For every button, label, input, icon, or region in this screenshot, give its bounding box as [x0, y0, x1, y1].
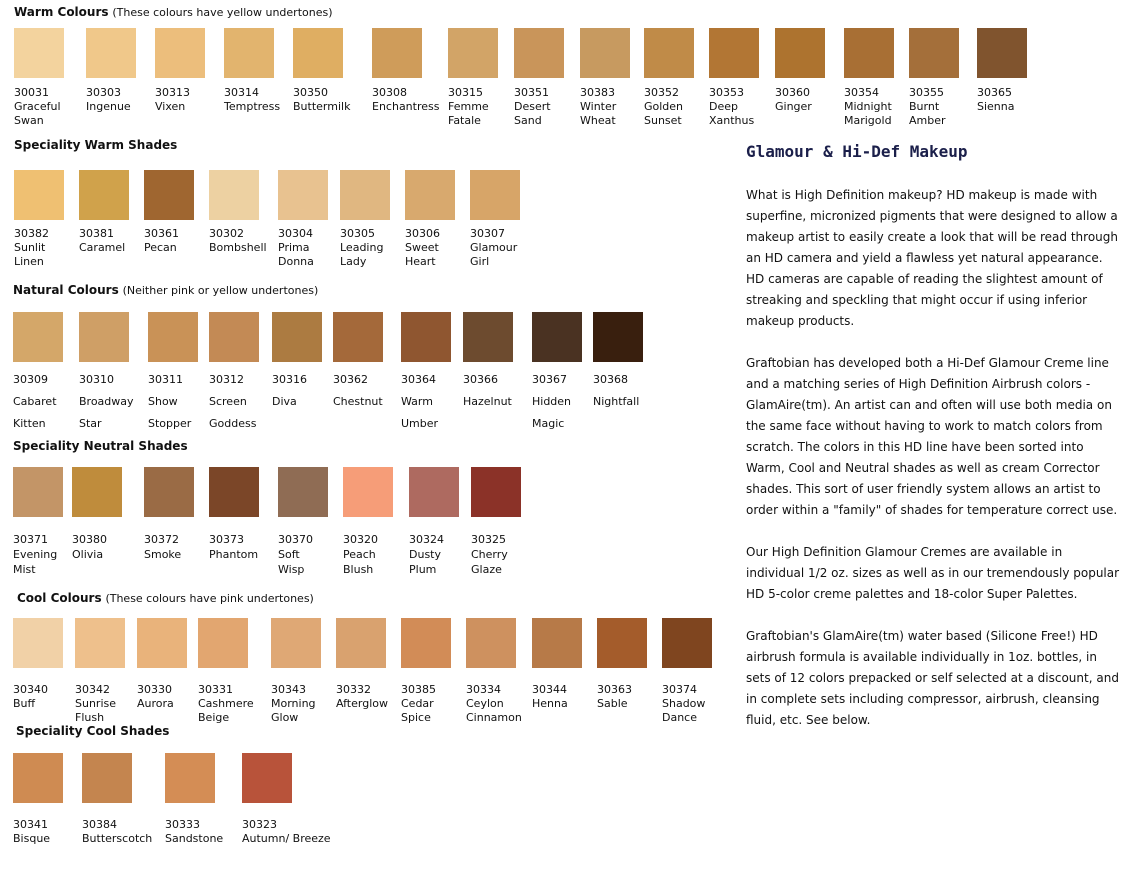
- shade-name: Sienna: [977, 100, 1015, 113]
- shade-name: Sweet: [405, 241, 439, 254]
- shade-name: Aurora: [137, 697, 174, 710]
- shade-name: Warm: [401, 395, 433, 408]
- color-chip: [79, 312, 129, 362]
- shade-code: 30374: [662, 683, 697, 696]
- shade-name: Show: [148, 395, 178, 408]
- swatch-label: [224, 86, 280, 114]
- shade-name: Cherry: [471, 548, 508, 561]
- shade-name: Linen: [14, 255, 44, 268]
- swatch-label: [471, 532, 508, 577]
- shade-name: Peach: [343, 548, 376, 561]
- shade-code: 30323: [242, 818, 277, 831]
- shade-code: 30365: [977, 86, 1012, 99]
- section-title: Warm Colours: [14, 5, 109, 19]
- shade-name: Buttermilk: [293, 100, 351, 113]
- shade-code: 30312: [209, 373, 244, 386]
- color-chip: [401, 312, 451, 362]
- swatch-label: [13, 818, 50, 846]
- color-chip: [13, 467, 63, 517]
- sidebar: [746, 140, 1124, 752]
- shade-name: Spice: [401, 711, 431, 724]
- shade-name: Diva: [272, 395, 297, 408]
- swatch-label: [144, 227, 179, 255]
- color-chip: [165, 753, 215, 803]
- swatch-label: [14, 86, 61, 128]
- section-subtitle: (Neither pink or yellow undertones): [122, 284, 319, 297]
- shade-code: 30351: [514, 86, 549, 99]
- shade-code: 30306: [405, 227, 440, 240]
- shade-code: 30354: [844, 86, 879, 99]
- color-chip: [336, 618, 386, 668]
- color-chip: [198, 618, 248, 668]
- swatch-label: [580, 86, 616, 128]
- shade-code: 30325: [471, 533, 506, 546]
- shade-name: Glow: [271, 711, 299, 724]
- color-chip: [271, 618, 321, 668]
- shade-name: Ginger: [775, 100, 812, 113]
- swatch-label: [79, 369, 134, 435]
- swatch-label: [333, 369, 383, 413]
- swatch-label: [343, 532, 378, 577]
- shade-name: Sable: [597, 697, 628, 710]
- swatch-label: [775, 86, 812, 114]
- color-chip: [278, 170, 328, 220]
- shade-code: 30360: [775, 86, 810, 99]
- shade-code: 30302: [209, 227, 244, 240]
- color-chip: [278, 467, 328, 517]
- color-chip: [532, 618, 582, 668]
- shade-code: 30311: [148, 373, 183, 386]
- shade-code: 30381: [79, 227, 114, 240]
- swatch-label: [278, 532, 313, 577]
- section-title: Natural Colours: [13, 283, 119, 297]
- shade-code: 30341: [13, 818, 48, 831]
- color-chip: [709, 28, 759, 78]
- shade-name: Afterglow: [336, 697, 388, 710]
- shade-name: Screen: [209, 395, 247, 408]
- shade-name: Temptress: [224, 100, 281, 113]
- swatch-label: [272, 369, 307, 413]
- color-chip: [580, 28, 630, 78]
- color-chip: [272, 312, 322, 362]
- shade-name: Goddess: [209, 417, 257, 430]
- shade-code: 30303: [86, 86, 121, 99]
- shade-name: Dance: [662, 711, 697, 724]
- color-chip: [401, 618, 451, 668]
- swatch-label: [72, 532, 107, 562]
- color-chip: [662, 618, 712, 668]
- shade-code: 30361: [144, 227, 179, 240]
- swatch-label: [293, 86, 350, 114]
- shade-code: 30305: [340, 227, 375, 240]
- shade-code: 30364: [401, 373, 436, 386]
- shade-name: Girl: [470, 255, 490, 268]
- shade-code: 30344: [532, 683, 567, 696]
- color-chip: [448, 28, 498, 78]
- color-chip: [514, 28, 564, 78]
- color-chip: [242, 753, 292, 803]
- shade-name: Golden: [644, 100, 684, 113]
- color-chip: [532, 312, 582, 362]
- shade-name: Hazelnut: [463, 395, 512, 408]
- shade-name: Cinnamon: [466, 711, 522, 724]
- shade-name: Prima: [278, 241, 310, 254]
- shade-name: Heart: [405, 255, 436, 268]
- shade-code: 30370: [278, 533, 313, 546]
- shade-code: 30309: [13, 373, 48, 386]
- shade-name: Beige: [198, 711, 230, 724]
- shade-name: Cedar: [401, 697, 434, 710]
- shade-code: 30342: [75, 683, 110, 696]
- color-chip: [144, 170, 194, 220]
- shade-code: 30362: [333, 373, 368, 386]
- shade-name: Glamour: [470, 241, 518, 254]
- sidebar-title: Glamour & Hi-Def Makeup: [746, 142, 968, 161]
- shade-code: 30353: [709, 86, 744, 99]
- color-chip: [293, 28, 343, 78]
- shade-name: Graceful: [14, 100, 61, 113]
- shade-name: Leading: [340, 241, 384, 254]
- color-chip: [909, 28, 959, 78]
- shade-code: 30382: [14, 227, 49, 240]
- color-chip: [75, 618, 125, 668]
- shade-name: Magic: [532, 417, 565, 430]
- swatch-label: [209, 227, 267, 255]
- shade-name: Dusty: [409, 548, 441, 561]
- shade-code: 30308: [372, 86, 407, 99]
- shade-code: 30324: [409, 533, 444, 546]
- color-chip: [137, 618, 187, 668]
- color-chip: [470, 170, 520, 220]
- shade-name: Soft: [278, 548, 300, 561]
- shade-code: 30334: [466, 683, 501, 696]
- shade-name: Xanthus: [709, 114, 755, 127]
- shade-code: 30383: [580, 86, 615, 99]
- sidebar-paragraph: What is High Definition makeup? HD makeup is made with superfine, micronized pigments that were designed to allow a makeup artist to easily create a look that will be read through an HD camera and yield a flawless yet natural appearance. HD cameras are capable of reading the slightest amount of streaking and speckling that might occur if using inferior makeup products.: [746, 188, 1118, 328]
- shade-code: 30307: [470, 227, 505, 240]
- heading-speciality-neutral: [13, 439, 188, 453]
- shade-name: Umber: [401, 417, 439, 430]
- heading-natural-colours: [13, 283, 318, 297]
- shade-code: 30330: [137, 683, 172, 696]
- color-chip: [209, 170, 259, 220]
- color-chip: [13, 753, 63, 803]
- swatch-label: [409, 532, 444, 577]
- color-chip: [343, 467, 393, 517]
- shade-name: Blush: [343, 563, 374, 576]
- color-chip: [13, 618, 63, 668]
- shade-name: Butterscotch: [82, 832, 153, 845]
- swatch-label: [79, 227, 125, 255]
- shade-code: 30031: [14, 86, 49, 99]
- shade-code: 30333: [165, 818, 200, 831]
- shade-code: 30368: [593, 373, 628, 386]
- swatch-label: [336, 683, 388, 711]
- shade-name: Buff: [13, 697, 36, 710]
- swatch-label: [448, 86, 489, 128]
- color-chip: [72, 467, 122, 517]
- shade-name: Evening: [13, 548, 58, 561]
- shade-code: 30372: [144, 533, 179, 546]
- shade-name: Desert: [514, 100, 551, 113]
- sidebar-paragraph: Graftobian has developed both a Hi-Def Glamour Creme line and a matching series of High Definition Airbrush colors - GlamAire(tm). An artist can and often will use both media on the same face without having to work to match colors from scratch. The colors in this HD line have been sorted into Warm, Cool and Neutral shades as well as cream Corrector shades. This sort of user friendly system allows an artist to order within a "family" of shades for temperature correct use.: [746, 356, 1118, 517]
- swatch-label: [165, 818, 223, 846]
- swatch-label: [644, 86, 683, 128]
- shade-name: Ingenue: [86, 100, 131, 113]
- swatch-label: [209, 369, 256, 435]
- color-chip: [405, 170, 455, 220]
- shade-code: 30384: [82, 818, 117, 831]
- swatch-label: [532, 683, 568, 711]
- swatch-label: [977, 86, 1015, 114]
- swatch-label: [405, 227, 440, 269]
- color-chip: [844, 28, 894, 78]
- color-chip: [82, 753, 132, 803]
- color-chip: [14, 28, 64, 78]
- sidebar-paragraph: Our High Definition Glamour Cremes are available in individual 1/2 oz. sizes as well as in our tremendously popular HD 5-color creme palettes and 18-color Super Palettes.: [746, 545, 1120, 601]
- swatch-label: [278, 227, 314, 269]
- section-title: Cool Colours: [17, 591, 102, 605]
- swatch-label: [14, 227, 49, 269]
- swatch-label: [593, 369, 639, 413]
- shade-name: Lady: [340, 255, 367, 268]
- shade-name: Bisque: [13, 832, 51, 845]
- swatch-label: [242, 818, 331, 846]
- swatch-label: [844, 86, 892, 128]
- swatch-label: [470, 227, 517, 269]
- swatch-label: [137, 683, 174, 711]
- swatch-label: [662, 683, 705, 725]
- shade-name: Sunlit: [14, 241, 46, 254]
- shade-name: Marigold: [844, 114, 892, 127]
- shade-code: 30320: [343, 533, 378, 546]
- heading-speciality-cool: [16, 724, 169, 738]
- sidebar-paragraph: Graftobian's GlamAire(tm) water based (Silicone Free!) HD airbrush formula is available individually in 1oz. bottles, in sets of 12 colors prepacked or self selected at a discount, and in complete sets including compressor, airbrush, cleansing fluid, etc. See below.: [746, 629, 1119, 727]
- shade-name: Henna: [532, 697, 568, 710]
- heading-cool-colours: [17, 591, 314, 605]
- shade-name: Pecan: [144, 241, 177, 254]
- color-chip: [155, 28, 205, 78]
- color-chip: [463, 312, 513, 362]
- section-title: Speciality Warm Shades: [14, 138, 178, 152]
- shade-name: Bombshell: [209, 241, 267, 254]
- color-chip: [471, 467, 521, 517]
- shade-name: Nightfall: [593, 395, 640, 408]
- shade-name: Mist: [13, 563, 36, 576]
- heading-warm-colours: [14, 5, 333, 19]
- color-chip: [409, 467, 459, 517]
- shade-name: Vixen: [155, 100, 186, 113]
- shade-code: 30363: [597, 683, 632, 696]
- swatch-label: [401, 683, 436, 725]
- shade-name: Chestnut: [333, 395, 383, 408]
- swatch-label: [144, 532, 181, 562]
- color-chip: [13, 312, 63, 362]
- shade-code: 30315: [448, 86, 483, 99]
- color-chip: [144, 467, 194, 517]
- shade-code: 30310: [79, 373, 114, 386]
- section-subtitle: (These colours have pink undertones): [105, 592, 314, 605]
- swatch-label: [340, 227, 383, 269]
- color-chip: [466, 618, 516, 668]
- shade-name: Wisp: [278, 563, 305, 576]
- section-subtitle: (These colours have yellow undertones): [112, 6, 333, 19]
- swatch-label: [709, 86, 754, 128]
- swatch-label: [466, 683, 522, 725]
- color-chip: [977, 28, 1027, 78]
- shade-code: 30380: [72, 533, 107, 546]
- shade-code: 30332: [336, 683, 371, 696]
- color-chip: [597, 618, 647, 668]
- swatch-label: [155, 86, 190, 114]
- swatch-label: [372, 86, 439, 114]
- shade-name: Hidden: [532, 395, 572, 408]
- shade-code: 30304: [278, 227, 313, 240]
- shade-name: Sunrise: [75, 697, 117, 710]
- shade-name: Morning: [271, 697, 316, 710]
- shade-code: 30313: [155, 86, 190, 99]
- swatch-label: [909, 86, 946, 128]
- shade-name: Amber: [909, 114, 946, 127]
- swatch-label: [13, 369, 57, 435]
- swatch-label: [514, 86, 551, 128]
- color-chip: [86, 28, 136, 78]
- shade-name: Shadow: [662, 697, 706, 710]
- swatch-label: [13, 683, 48, 711]
- shade-name: Caramel: [79, 241, 126, 254]
- shade-name: Deep: [709, 100, 738, 113]
- shade-name: Enchantress: [372, 100, 440, 113]
- swatch-label: [13, 532, 57, 577]
- color-chip: [79, 170, 129, 220]
- shade-name: Sandstone: [165, 832, 224, 845]
- section-title: Speciality Cool Shades: [16, 724, 170, 738]
- color-chip: [14, 170, 64, 220]
- swatch-label: [597, 683, 632, 711]
- swatch-label: [401, 369, 438, 435]
- shade-name: Olivia: [72, 548, 104, 561]
- shade-name: Star: [79, 417, 102, 430]
- shade-name: Kitten: [13, 417, 46, 430]
- shade-name: Plum: [409, 563, 437, 576]
- shade-name: Ceylon: [466, 697, 504, 710]
- shade-name: Midnight: [844, 100, 892, 113]
- color-chip: [593, 312, 643, 362]
- shade-name: Broadway: [79, 395, 134, 408]
- swatch-label: [532, 369, 571, 435]
- shade-name: Flush: [75, 711, 105, 724]
- shade-name: Phantom: [209, 548, 259, 561]
- shade-name: Burnt: [909, 100, 940, 113]
- shade-name: Sand: [514, 114, 542, 127]
- shade-name: Swan: [14, 114, 44, 127]
- shade-name: Donna: [278, 255, 314, 268]
- shade-code: 30343: [271, 683, 306, 696]
- shade-name: Winter: [580, 100, 617, 113]
- shade-code: 30316: [272, 373, 307, 386]
- swatch-label: [271, 683, 316, 725]
- swatch-label: [198, 683, 254, 725]
- swatch-label: [75, 683, 116, 725]
- swatch-label: [82, 818, 152, 846]
- shade-code: 30314: [224, 86, 259, 99]
- shade-code: 30352: [644, 86, 679, 99]
- shade-name: Sunset: [644, 114, 682, 127]
- shade-code: 30366: [463, 373, 498, 386]
- color-chip: [333, 312, 383, 362]
- shade-name: Autumn/ Breeze: [242, 832, 331, 845]
- swatch-label: [86, 86, 131, 114]
- color-chip: [644, 28, 694, 78]
- heading-speciality-warm: [14, 138, 177, 152]
- color-chip: [209, 467, 259, 517]
- swatch-label: [463, 369, 512, 413]
- shade-code: 30350: [293, 86, 328, 99]
- shade-name: Cashmere: [198, 697, 254, 710]
- section-title: Speciality Neutral Shades: [13, 439, 188, 453]
- shade-name: Cabaret: [13, 395, 57, 408]
- color-chip: [224, 28, 274, 78]
- shade-code: 30367: [532, 373, 567, 386]
- shade-code: 30373: [209, 533, 244, 546]
- color-chip: [775, 28, 825, 78]
- shade-name: Femme: [448, 100, 489, 113]
- color-chip: [209, 312, 259, 362]
- shade-code: 30331: [198, 683, 233, 696]
- shade-name: Wheat: [580, 114, 616, 127]
- shade-code: 30355: [909, 86, 944, 99]
- shade-name: Smoke: [144, 548, 182, 561]
- color-chip: [148, 312, 198, 362]
- shade-name: Glaze: [471, 563, 502, 576]
- shade-code: 30385: [401, 683, 436, 696]
- shade-name: Fatale: [448, 114, 481, 127]
- shade-code: 30340: [13, 683, 48, 696]
- swatch-label: [148, 369, 191, 435]
- shade-name: Stopper: [148, 417, 192, 430]
- shade-code: 30371: [13, 533, 48, 546]
- color-chip: [372, 28, 422, 78]
- color-chip: [340, 170, 390, 220]
- swatch-label: [209, 532, 258, 562]
